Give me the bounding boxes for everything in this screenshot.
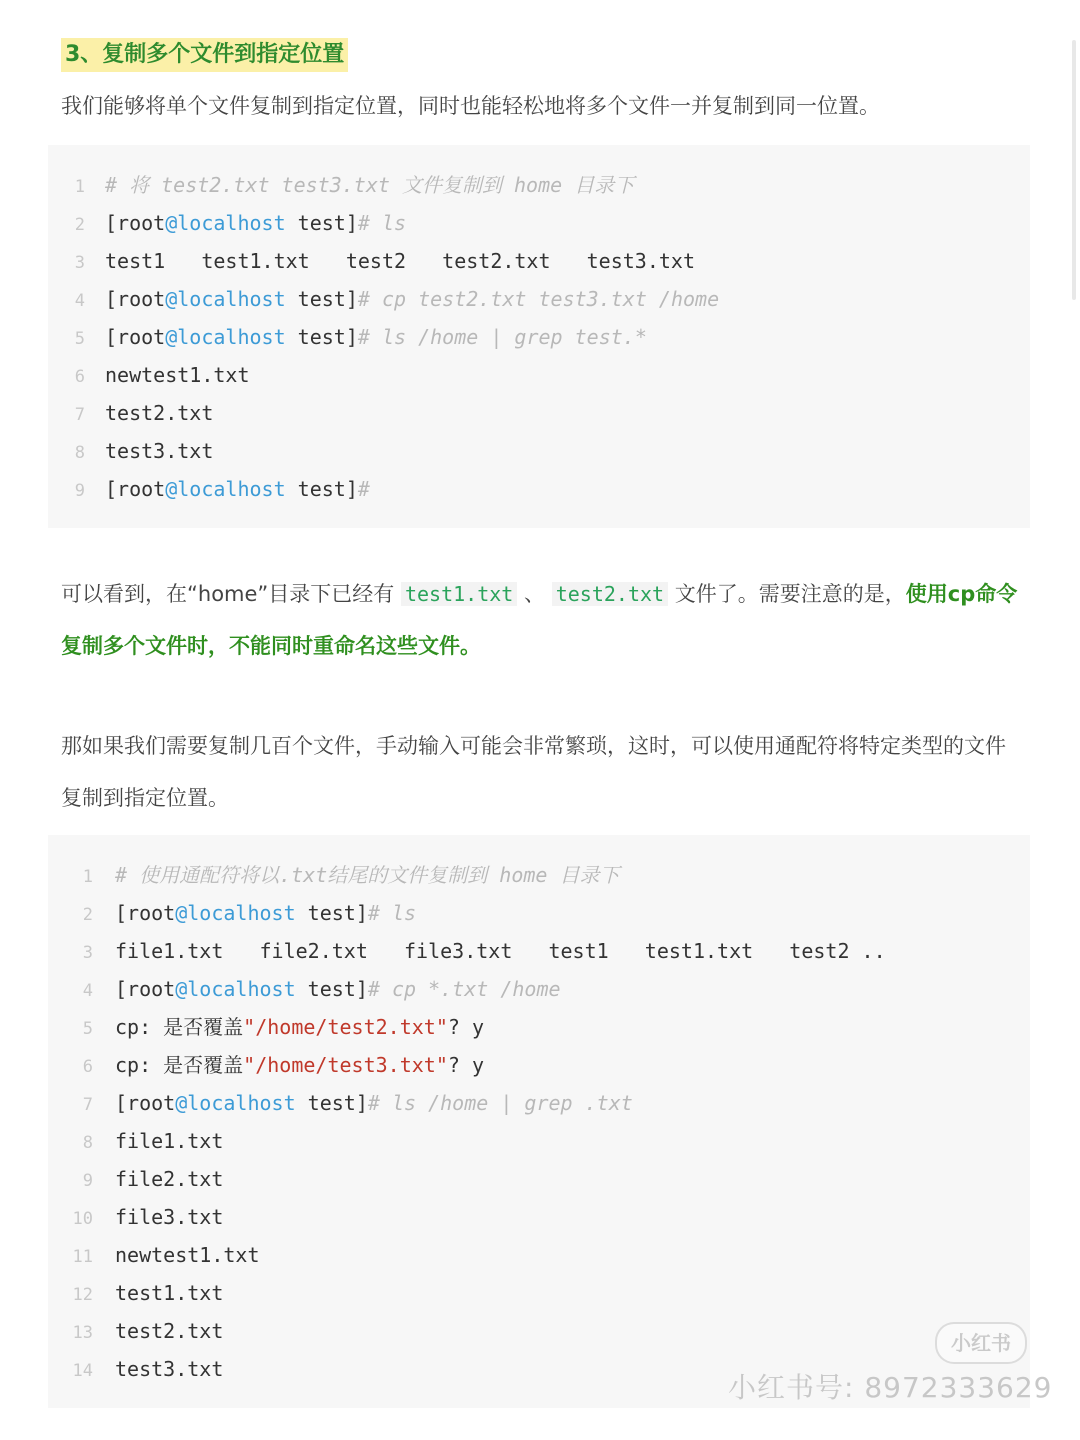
prompt-user: [root xyxy=(105,477,166,501)
output-text: file1.txt file2.txt file3.txt test1 test1.txt test2 .. xyxy=(115,939,886,963)
line-number: 4 xyxy=(74,291,85,311)
output-text: test3.txt xyxy=(105,439,214,463)
line-number: 3 xyxy=(82,943,93,963)
code-comment: # 将 test2.txt test3.txt 文件复制到 home 目录下 xyxy=(105,173,635,197)
section-heading: 3、复制多个文件到指定位置 xyxy=(61,38,348,72)
code-block-1 xyxy=(48,145,1030,528)
prompt-dir: test] xyxy=(295,1091,368,1115)
code-line xyxy=(48,318,647,356)
code-block-2 xyxy=(48,835,1030,1408)
line-number: 9 xyxy=(82,1171,93,1191)
command: # cp test2.txt test3.txt /home xyxy=(357,287,720,311)
code-line xyxy=(48,356,250,394)
line-number: 1 xyxy=(82,867,93,887)
code-line xyxy=(48,856,620,894)
command: # ls /home | grep test.* xyxy=(357,325,647,349)
output-text: newtest1.txt xyxy=(115,1243,260,1267)
command: # xyxy=(357,477,370,501)
line-number: 8 xyxy=(74,443,85,463)
code-line xyxy=(48,932,886,970)
para-text: 可以看到，在“home”目录下已经有 xyxy=(61,582,401,606)
code-line xyxy=(48,1046,484,1084)
output-text: test1.txt xyxy=(115,1281,224,1305)
output-text: cp: 是否覆盖 xyxy=(115,1053,244,1077)
prompt-host: @localhost xyxy=(165,477,286,501)
output-text: test2.txt xyxy=(105,401,214,425)
line-number: 9 xyxy=(74,481,85,501)
string-literal: "/home/test3.txt" xyxy=(243,1053,448,1077)
output-text: test1 test1.txt test2 test2.txt test3.txt xyxy=(105,249,696,273)
prompt-host: @localhost xyxy=(165,211,286,235)
output-text: ? y xyxy=(447,1053,484,1077)
prompt-user: [root xyxy=(105,325,166,349)
string-literal: "/home/test2.txt" xyxy=(243,1015,448,1039)
watermark-logo: 小红书 xyxy=(935,1322,1027,1364)
prompt-user: [root xyxy=(115,977,176,1001)
prompt-user: [root xyxy=(115,901,176,925)
code-comment: # 使用通配符将以.txt结尾的文件复制到 home 目录下 xyxy=(115,863,620,887)
line-number: 2 xyxy=(82,905,93,925)
line-number: 10 xyxy=(72,1209,93,1229)
prompt-dir: test] xyxy=(285,325,358,349)
command: # ls /home | grep .txt xyxy=(367,1091,633,1115)
output-text: file3.txt xyxy=(115,1205,224,1229)
output-text: test3.txt xyxy=(115,1357,224,1381)
line-number: 4 xyxy=(82,981,93,1001)
line-number: 5 xyxy=(82,1019,93,1039)
watermark-text: 小红书号: 8972333629 xyxy=(728,1371,1053,1404)
line-number: 13 xyxy=(72,1323,93,1343)
output-text: cp: 是否覆盖 xyxy=(115,1015,244,1039)
line-number: 1 xyxy=(74,177,85,197)
output-text: ? y xyxy=(447,1015,484,1039)
code-line xyxy=(48,894,416,932)
command: # ls xyxy=(367,901,417,925)
line-number: 2 xyxy=(74,215,85,235)
code-line xyxy=(48,1350,223,1388)
code-line xyxy=(48,432,213,470)
wildcard-paragraph: 那如果我们需要复制几百个文件，手动输入可能会非常繁琐，这时，可以使用通配符将特定类型的文件复制到指定位置。 xyxy=(61,734,1006,810)
code-line xyxy=(48,166,634,204)
prompt-user: [root xyxy=(105,287,166,311)
command: # cp *.txt /home xyxy=(367,977,561,1001)
prompt-host: @localhost xyxy=(165,325,286,349)
line-number: 12 xyxy=(72,1285,93,1305)
code-line xyxy=(48,1274,223,1312)
code-line xyxy=(48,1008,484,1046)
prompt-dir: test] xyxy=(285,477,358,501)
code-line xyxy=(48,1084,633,1122)
highlight-text: 使用cp命令复制多个文件时，不能同时重命名这些文件。 xyxy=(61,582,1018,658)
output-text: file1.txt xyxy=(115,1129,224,1153)
code-line xyxy=(48,1236,260,1274)
line-number: 8 xyxy=(82,1133,93,1153)
inline-code: test1.txt xyxy=(401,582,517,606)
para-text: 、 xyxy=(517,582,552,606)
line-number: 7 xyxy=(74,405,85,425)
prompt-user: [root xyxy=(115,1091,176,1115)
output-text: file2.txt xyxy=(115,1167,224,1191)
prompt-host: @localhost xyxy=(175,977,296,1001)
explanation-paragraph xyxy=(61,568,1021,672)
code-line xyxy=(48,280,719,318)
line-number: 6 xyxy=(82,1057,93,1077)
prompt-host: @localhost xyxy=(175,901,296,925)
prompt-dir: test] xyxy=(285,287,358,311)
prompt-host: @localhost xyxy=(175,1091,296,1115)
line-number: 11 xyxy=(72,1247,93,1267)
line-number: 14 xyxy=(72,1361,93,1381)
scrollbar[interactable] xyxy=(1072,40,1076,300)
code-line xyxy=(48,204,406,242)
prompt-dir: test] xyxy=(285,211,358,235)
output-text: test2.txt xyxy=(115,1319,224,1343)
prompt-user: [root xyxy=(105,211,166,235)
inline-code: test2.txt xyxy=(552,582,668,606)
code-line xyxy=(48,470,370,508)
output-text: newtest1.txt xyxy=(105,363,250,387)
prompt-dir: test] xyxy=(295,901,368,925)
line-number: 7 xyxy=(82,1095,93,1115)
code-line xyxy=(48,242,695,280)
line-number: 5 xyxy=(74,329,85,349)
code-line xyxy=(48,1312,223,1350)
para-text: 文件了。需要注意的是， xyxy=(668,582,906,606)
code-line xyxy=(48,1122,223,1160)
line-number: 6 xyxy=(74,367,85,387)
code-line xyxy=(48,1198,223,1236)
code-line xyxy=(48,970,561,1008)
prompt-dir: test] xyxy=(295,977,368,1001)
intro-paragraph: 我们能够将单个文件复制到指定位置，同时也能轻松地将多个文件一并复制到同一位置。 xyxy=(61,94,880,118)
line-number: 3 xyxy=(74,253,85,273)
command: # ls xyxy=(357,211,407,235)
prompt-host: @localhost xyxy=(165,287,286,311)
code-line xyxy=(48,394,213,432)
code-line xyxy=(48,1160,223,1198)
